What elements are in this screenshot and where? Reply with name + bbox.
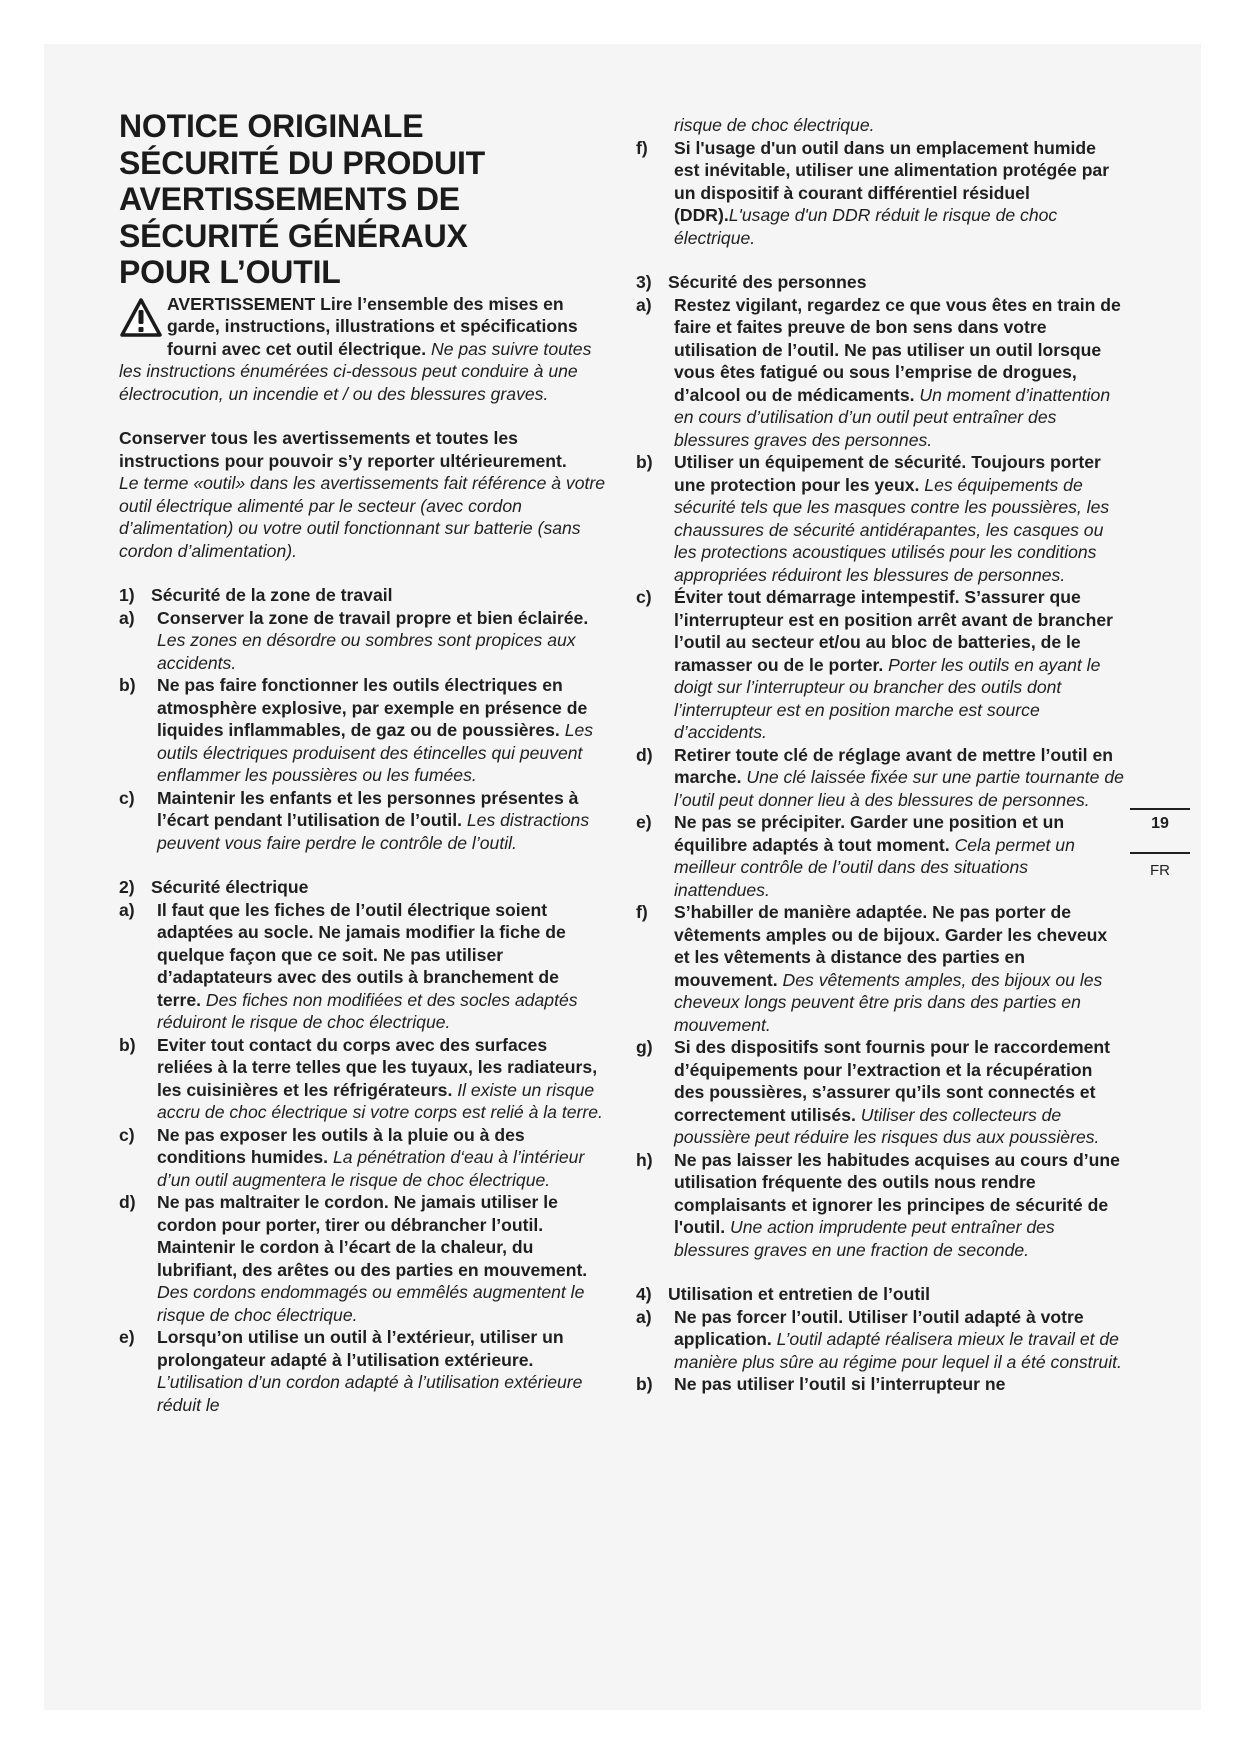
item-rule: Restez vigilant, regardez ce que vous êtes en train de faire et faites preuve de bon sens dans votre utilisation de l’outil. Ne pas utiliser un outil lorsque vous êtes fatigué ou sous l’emprise de drogues, d’alcool ou de médicaments. — [674, 294, 1121, 405]
item-label: a) — [636, 1306, 652, 1327]
right-column — [636, 114, 1126, 1396]
item-explanation: Porter les outils en ayant le doigt sur l’interrupteur ou brancher des outils dont l’interrupteur est en position marche est source d’accidents. — [674, 654, 1101, 742]
item-label: e) — [119, 1327, 135, 1348]
list-item — [636, 1373, 1126, 1396]
item-rule: Ne pas laisser les habitudes acquises au cours d’une utilisation fréquente des outils nous rendre complaisants et ignorer les principes de sécurité de l'outil. — [674, 1149, 1120, 1237]
section-number: 1) — [119, 585, 135, 606]
section-number: 4) — [636, 1284, 652, 1304]
list-item — [119, 1124, 607, 1192]
list-item — [119, 787, 607, 855]
item-rule: Ne pas faire fonctionner les outils électriques en atmosphère explosive, par exemple en présence de liquides inflammables, de gaz ou de poussières. — [157, 675, 588, 741]
item-label: a) — [119, 607, 135, 628]
item-explanation: Une clé laissée fixée sur une partie tournante de l’outil peut donner lieu à des blessures de personnes. — [674, 767, 1124, 810]
item-label: h) — [636, 1149, 653, 1170]
item-explanation: Des cordons endommagés ou emmêlés augmentent le risque de choc électrique. — [157, 1282, 585, 1325]
item-rule: Si des dispositifs sont fournis pour le raccordement d’équipements pour l’extraction et la récupération des poussières, s’assurer qu’ils sont connectés et correctement utilisés. — [674, 1037, 1111, 1125]
page-title — [119, 108, 607, 291]
item-explanation: L’utilisation d’un cordon adapté à l’utilisation extérieure réduit le — [157, 1372, 583, 1415]
keep-instructions: Conserver tous les avertissements et toutes les instructions pour pouvoir s’y reporter ultérieurement. — [119, 428, 567, 471]
item-label: f) — [636, 902, 648, 922]
item-explanation: Un moment d’inattention en cours d’utilisation d’un outil peut entraîner des blessures graves des personnes. — [674, 384, 1111, 450]
item-explanation: L'usage d'un DDR réduit le risque de choc électrique. — [674, 205, 1058, 248]
list-item — [636, 811, 1126, 901]
item-rule: Ne pas exposer les outils à la pluie ou à des conditions humides. — [157, 1124, 525, 1168]
item-label: c) — [119, 1124, 135, 1145]
item-label: a) — [119, 899, 135, 920]
title-line: POUR L’OUTIL — [119, 254, 341, 291]
item-label: c) — [636, 587, 652, 607]
list-item — [636, 294, 1126, 452]
item-explanation: Les outils électriques produisent des étincelles qui peuvent enflammer les poussières ou les fumées. — [157, 720, 594, 786]
list-item — [636, 1149, 1126, 1262]
item-label: b) — [119, 1034, 136, 1055]
section-heading — [636, 271, 1126, 294]
list-item — [636, 586, 1126, 744]
item-rule: Retirer toute clé de réglage avant de mettre l’outil en marche. — [674, 744, 1113, 787]
page-marker-rule-bottom — [1130, 852, 1190, 854]
list-item — [636, 1306, 1126, 1374]
section-title: Sécurité des personnes — [668, 272, 867, 292]
list-item — [119, 1191, 607, 1326]
list-item — [636, 137, 1126, 250]
language-code: FR — [1150, 862, 1170, 879]
item-explanation: Cela permet un meilleur contrôle de l’outil dans des situations inattendues. — [674, 834, 1075, 900]
section-title: Sécurité de la zone de travail — [151, 585, 393, 606]
title-line: SÉCURITÉ DU PRODUIT — [119, 144, 485, 181]
item-label: f) — [636, 137, 648, 158]
item-rule: Éviter tout démarrage intempestif. S’assurer que l’interrupteur est en position arrêt avant de brancher l’outil au secteur et/ou au bloc de batteries, de le ramasser ou de le porter. — [674, 587, 1113, 675]
warning-label: AVERTISSEMENT — [167, 293, 316, 314]
item-explanation: L’outil adapté réalisera mieux le travail et de manière plus sûre au régime pour lequel il a été construit. — [674, 1329, 1122, 1372]
item-explanation: Une action imprudente peut entraîner des blessures graves en une fraction de seconde. — [674, 1217, 1055, 1260]
item-label: e) — [636, 812, 652, 832]
page-marker-rule-top — [1130, 808, 1190, 810]
item-explanation: Il existe un risque accru de choc électrique si votre corps est relié à la terre. — [157, 1079, 603, 1123]
item-label: b) — [636, 1374, 653, 1394]
item-explanation: La pénétration d‘eau à l’intérieur d’un outil augmentera le risque de choc électrique. — [157, 1147, 585, 1190]
title-line: SÉCURITÉ GÉNÉRAUX — [119, 217, 468, 254]
item-label: b) — [119, 675, 136, 696]
section-title: Sécurité électrique — [151, 877, 309, 898]
item-explanation: Les zones en désordre ou sombres sont propices aux accidents. — [157, 630, 576, 673]
item-explanation: Les distractions peuvent vous faire perdre le contrôle de l’outil. — [157, 810, 590, 853]
list-item — [119, 899, 607, 1034]
section-number: 2) — [119, 877, 135, 898]
item-rule: Ne pas maltraiter le cordon. Ne jamais utiliser le cordon pour porter, tirer ou débrancher l’outil. Maintenir le cordon à l’écart de la chaleur, du lubrifiant, des arêtes ou des parties en mouvement. — [157, 1192, 588, 1280]
item-rule: Utiliser un équipement de sécurité. Toujours porter une protection pour les yeux. — [674, 452, 1101, 495]
warning-text: Lire l’ensemble des mises en garde, instructions, illustrations et spécifications fourni avec cet outil électrique. — [167, 293, 578, 359]
list-item — [636, 451, 1126, 586]
list-item — [119, 1326, 607, 1416]
item-rule: Si l'usage d'un outil dans un emplacement humide est inévitable, utiliser une alimentation protégée par un dispositif à courant différentiel résiduel (DDR). — [674, 137, 1110, 225]
continued-text: risque de choc électrique. — [674, 115, 875, 135]
item-rule: Lorsqu’on utilise un outil à l’extérieur, utiliser un prolongateur adapté à l’utilisation extérieure. — [157, 1327, 564, 1370]
list-item — [119, 607, 607, 675]
item-explanation: Utiliser des collecteurs de poussière peut réduire les risques dus aux poussières. — [674, 1104, 1100, 1147]
item-label: d) — [119, 1192, 136, 1213]
warning-triangle-icon — [119, 297, 163, 339]
section-title: Utilisation et entretien de l’outil — [668, 1284, 930, 1304]
section-number: 3) — [636, 272, 652, 292]
item-label: d) — [636, 744, 653, 765]
item-label: b) — [636, 452, 653, 472]
item-explanation: Les équipements de sécurité tels que les masques contre les poussières, les chaussures de sécurité antidérapantes, les casques ou les protections acoustiques utilisés pour les conditions appropriées réduiront les blessures de personnes. — [674, 474, 1110, 585]
item-rule: Il faut que les fiches de l’outil électrique soient adaptées au socle. Ne jamais modifier la fiche de quelque façon que ce soit. Ne pas utiliser d’adaptateurs avec des outils à branchement de terre. — [157, 899, 566, 1010]
item-label: g) — [636, 1037, 653, 1057]
tool-definition: Le terme «outil» dans les avertissements fait référence à votre outil électrique alimenté par le secteur (avec cordon d’alimentation) ou votre outil fonctionnant sur batterie (sans cordon d’alimentation). — [119, 473, 606, 561]
list-item — [636, 744, 1126, 812]
page-number: 19 — [1151, 815, 1169, 832]
item-label: a) — [636, 294, 652, 315]
section-heading — [119, 584, 607, 607]
item-label: c) — [119, 787, 135, 808]
item-explanation: Des fiches non modifiées et des socles adaptés réduiront le risque de choc électrique. — [157, 989, 578, 1033]
section-heading — [636, 1283, 1126, 1306]
item-rule: Ne pas se précipiter. Garder une position et un équilibre adaptés à tout moment. — [674, 812, 1065, 855]
item-rule: Conserver la zone de travail propre et bien éclairée. — [157, 607, 589, 628]
title-line: AVERTISSEMENTS DE — [119, 181, 460, 218]
list-item — [636, 901, 1126, 1036]
item-rule: Maintenir les enfants et les personnes présentes à l’écart pendant l’utilisation de l’outil. — [157, 787, 579, 831]
list-item — [636, 1036, 1126, 1149]
section-heading — [119, 876, 607, 899]
left-column — [119, 108, 607, 1416]
general-warning — [119, 293, 607, 406]
item-rule: Eviter tout contact du corps avec des surfaces reliées à la terre telles que les tuyaux, les radiateurs, les cuisinières et les réfrigérateurs. — [157, 1034, 598, 1100]
title-line: NOTICE ORIGINALE — [119, 108, 424, 144]
list-item — [119, 674, 607, 787]
item-rule: Ne pas utiliser l’outil si l’interrupteur ne — [674, 1374, 1006, 1394]
warning-consequence: Ne pas suivre toutes les instructions énumérées ci-dessous peut conduire à une électrocution, un incendie et / ou des blessures graves. — [119, 338, 592, 404]
item-rule: Ne pas forcer l’outil. Utiliser l’outil adapté à votre application. — [674, 1306, 1084, 1349]
list-item — [119, 1034, 607, 1124]
item-rule: S’habiller de manière adaptée. Ne pas porter de vêtements amples ou de bijoux. Garder les cheveux et les vêtements à distance des parties en mouvement. — [674, 902, 1108, 990]
item-explanation: Des vêtements amples, des bijoux ou les cheveux longs peuvent être pris dans des parties en mouvement. — [674, 969, 1103, 1035]
